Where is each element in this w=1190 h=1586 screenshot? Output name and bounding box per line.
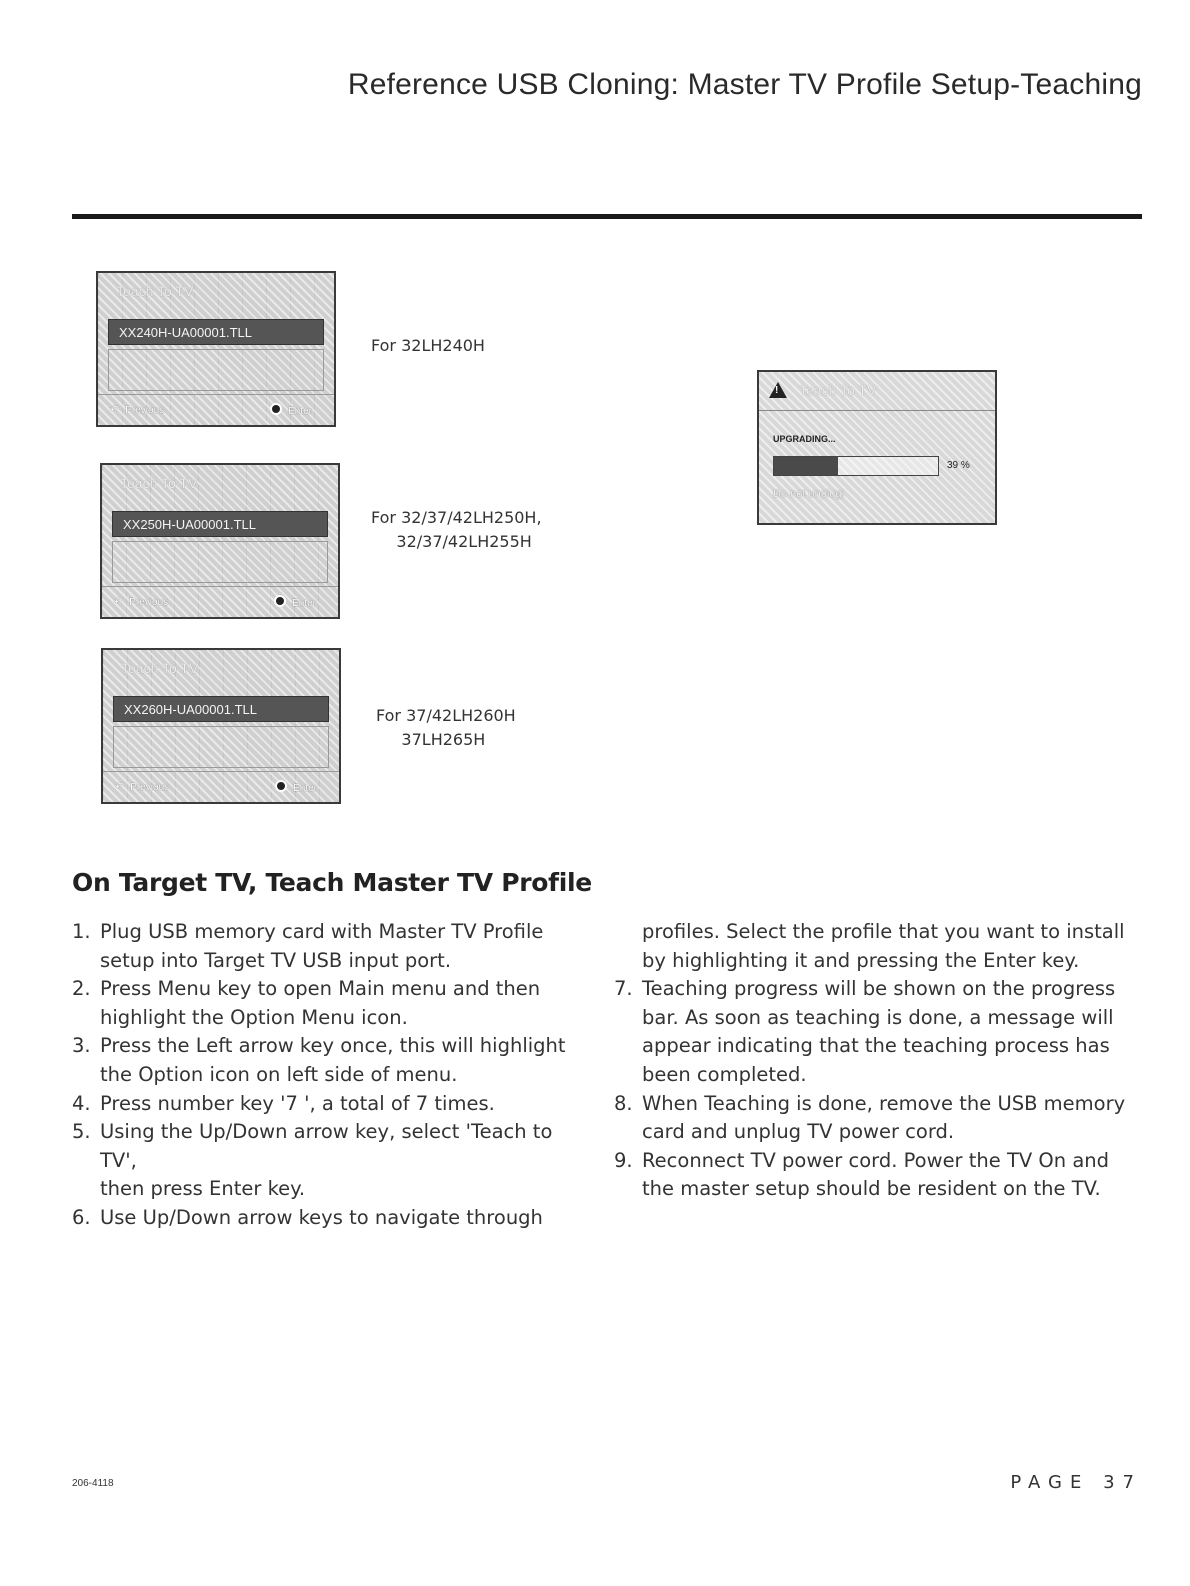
upgrading-panel xyxy=(757,370,997,525)
step-text-line: Teaching progress will be shown on the progress xyxy=(642,977,1116,1001)
profile-list-area xyxy=(108,349,324,391)
step-number: 3. xyxy=(72,1034,91,1058)
step-text-line: highlight the Option Menu icon. xyxy=(100,1005,408,1029)
step-text-line: Use Up/Down arrow keys to navigate through xyxy=(100,1205,543,1229)
header-rule xyxy=(72,214,1142,219)
step-text-line: Press the Left arrow key once, this will highlight xyxy=(100,1034,566,1058)
step-number: 5. xyxy=(72,1120,91,1144)
step-text-line: appear indicating that the teaching process has xyxy=(642,1034,1110,1058)
panel-title: Teach To TV xyxy=(116,283,194,299)
enter-hint xyxy=(275,780,317,794)
profile-list-area xyxy=(113,726,329,768)
teach-to-tv-panel-260h xyxy=(101,648,341,804)
upgrading-panel-header: ! Teach To TV xyxy=(759,372,995,411)
return-icon: ↶ xyxy=(110,404,120,416)
enter-icon xyxy=(270,403,282,415)
panel-footer xyxy=(102,586,338,617)
steps-column-left xyxy=(72,918,592,1233)
panel-title: Teach To TV xyxy=(120,475,198,491)
step-text-line: When Teaching is done, remove the USB memory xyxy=(642,1091,1126,1115)
step-text-line: setup into Target TV USB input port. xyxy=(100,948,452,972)
previous-hint xyxy=(110,403,164,416)
previous-label: Previous xyxy=(125,405,165,416)
step-item xyxy=(72,1118,592,1204)
enter-icon xyxy=(274,595,286,607)
panel-caption-250h: For 32/37/42LH250H, 32/37/42LH255H xyxy=(371,508,542,551)
step-text-line: been completed. xyxy=(642,1062,807,1086)
step-item xyxy=(72,1090,592,1119)
return-icon: ↶ xyxy=(115,781,125,793)
step-text-line: card and unplug TV power cord. xyxy=(642,1120,955,1144)
step-item xyxy=(614,1147,1154,1204)
step-item xyxy=(72,1204,592,1233)
upgrade-percent: 39 % xyxy=(947,460,970,471)
profile-list-area xyxy=(112,541,328,583)
enter-label: Enter xyxy=(288,406,312,417)
section-title: On Target TV, Teach Master TV Profile xyxy=(72,868,592,897)
step-text-line: bar. As soon as teaching is done, a message will xyxy=(642,1005,1114,1029)
enter-hint xyxy=(270,403,312,417)
previous-hint xyxy=(114,595,168,608)
do-not-unplug-warning: Do not unplug! xyxy=(773,488,845,500)
step-number: 2. xyxy=(72,977,91,1001)
enter-label: Enter xyxy=(293,783,317,794)
step-text-line: the Option icon on left side of menu. xyxy=(100,1062,458,1086)
enter-icon xyxy=(275,780,287,792)
upgrade-progress-bar xyxy=(773,456,939,476)
step-text-line: by highlighting it and pressing the Enter key. xyxy=(642,948,1080,972)
step-text-line: the master setup should be resident on the TV. xyxy=(642,1177,1101,1201)
previous-hint xyxy=(115,780,169,793)
step-6-continued xyxy=(614,918,1154,975)
profile-file-item: XX240H-UA00001.TLL xyxy=(108,319,324,345)
teach-to-tv-panel-240h xyxy=(96,271,336,427)
step-number: 7. xyxy=(614,977,633,1001)
step-number: 4. xyxy=(72,1091,91,1115)
step-item xyxy=(614,975,1154,1089)
panel-title: Teach To TV xyxy=(121,660,199,676)
step-text-line: profiles. Select the profile that you want to install xyxy=(642,920,1125,943)
step-text-line: Using the Up/Down arrow key, select 'Teach to TV', xyxy=(100,1120,553,1172)
step-number: 8. xyxy=(614,1091,633,1115)
panel-caption-240h: For 32LH240H xyxy=(371,336,485,355)
enter-hint xyxy=(274,595,316,609)
panel-footer xyxy=(98,394,334,425)
profile-file-item: XX260H-UA00001.TLL xyxy=(113,696,329,722)
step-text-line: Press Menu key to open Main menu and then xyxy=(100,977,541,1001)
panel-footer xyxy=(103,771,339,802)
step-text-line: then press Enter key. xyxy=(100,1177,306,1201)
profile-file-item: XX250H-UA00001.TLL xyxy=(112,511,328,537)
enter-label: Enter xyxy=(292,598,316,609)
upgrading-panel-title: Teach To TV xyxy=(799,382,877,398)
step-text-line: Press number key '7 ', a total of 7 times. xyxy=(100,1091,495,1115)
step-number: 6. xyxy=(72,1205,91,1229)
step-item xyxy=(72,1032,592,1089)
step-number: 9. xyxy=(614,1148,633,1172)
previous-label: Previous xyxy=(129,597,169,608)
steps-column-right xyxy=(614,918,1154,1204)
previous-label: Previous xyxy=(130,782,170,793)
step-number: 1. xyxy=(72,920,91,943)
document-number: 206-4118 xyxy=(72,1478,114,1489)
upgrade-progress-fill xyxy=(774,457,838,475)
step-text-line: Reconnect TV power cord. Power the TV On and xyxy=(642,1148,1110,1172)
step-item xyxy=(72,975,592,1032)
step-item xyxy=(72,918,592,975)
panel-caption-260h: For 37/42LH260H 37LH265H xyxy=(376,706,516,749)
page-title: Reference USB Cloning: Master TV Profile Setup-Teaching xyxy=(347,68,1142,101)
page-number: PAGE 37 xyxy=(1010,1472,1142,1493)
teach-to-tv-panel-250h xyxy=(100,463,340,619)
upgrading-status: UPGRADING... xyxy=(773,434,836,444)
step-text-line: Plug USB memory card with Master TV Profile xyxy=(100,920,544,943)
step-item xyxy=(614,1090,1154,1147)
return-icon: ↶ xyxy=(114,596,124,608)
